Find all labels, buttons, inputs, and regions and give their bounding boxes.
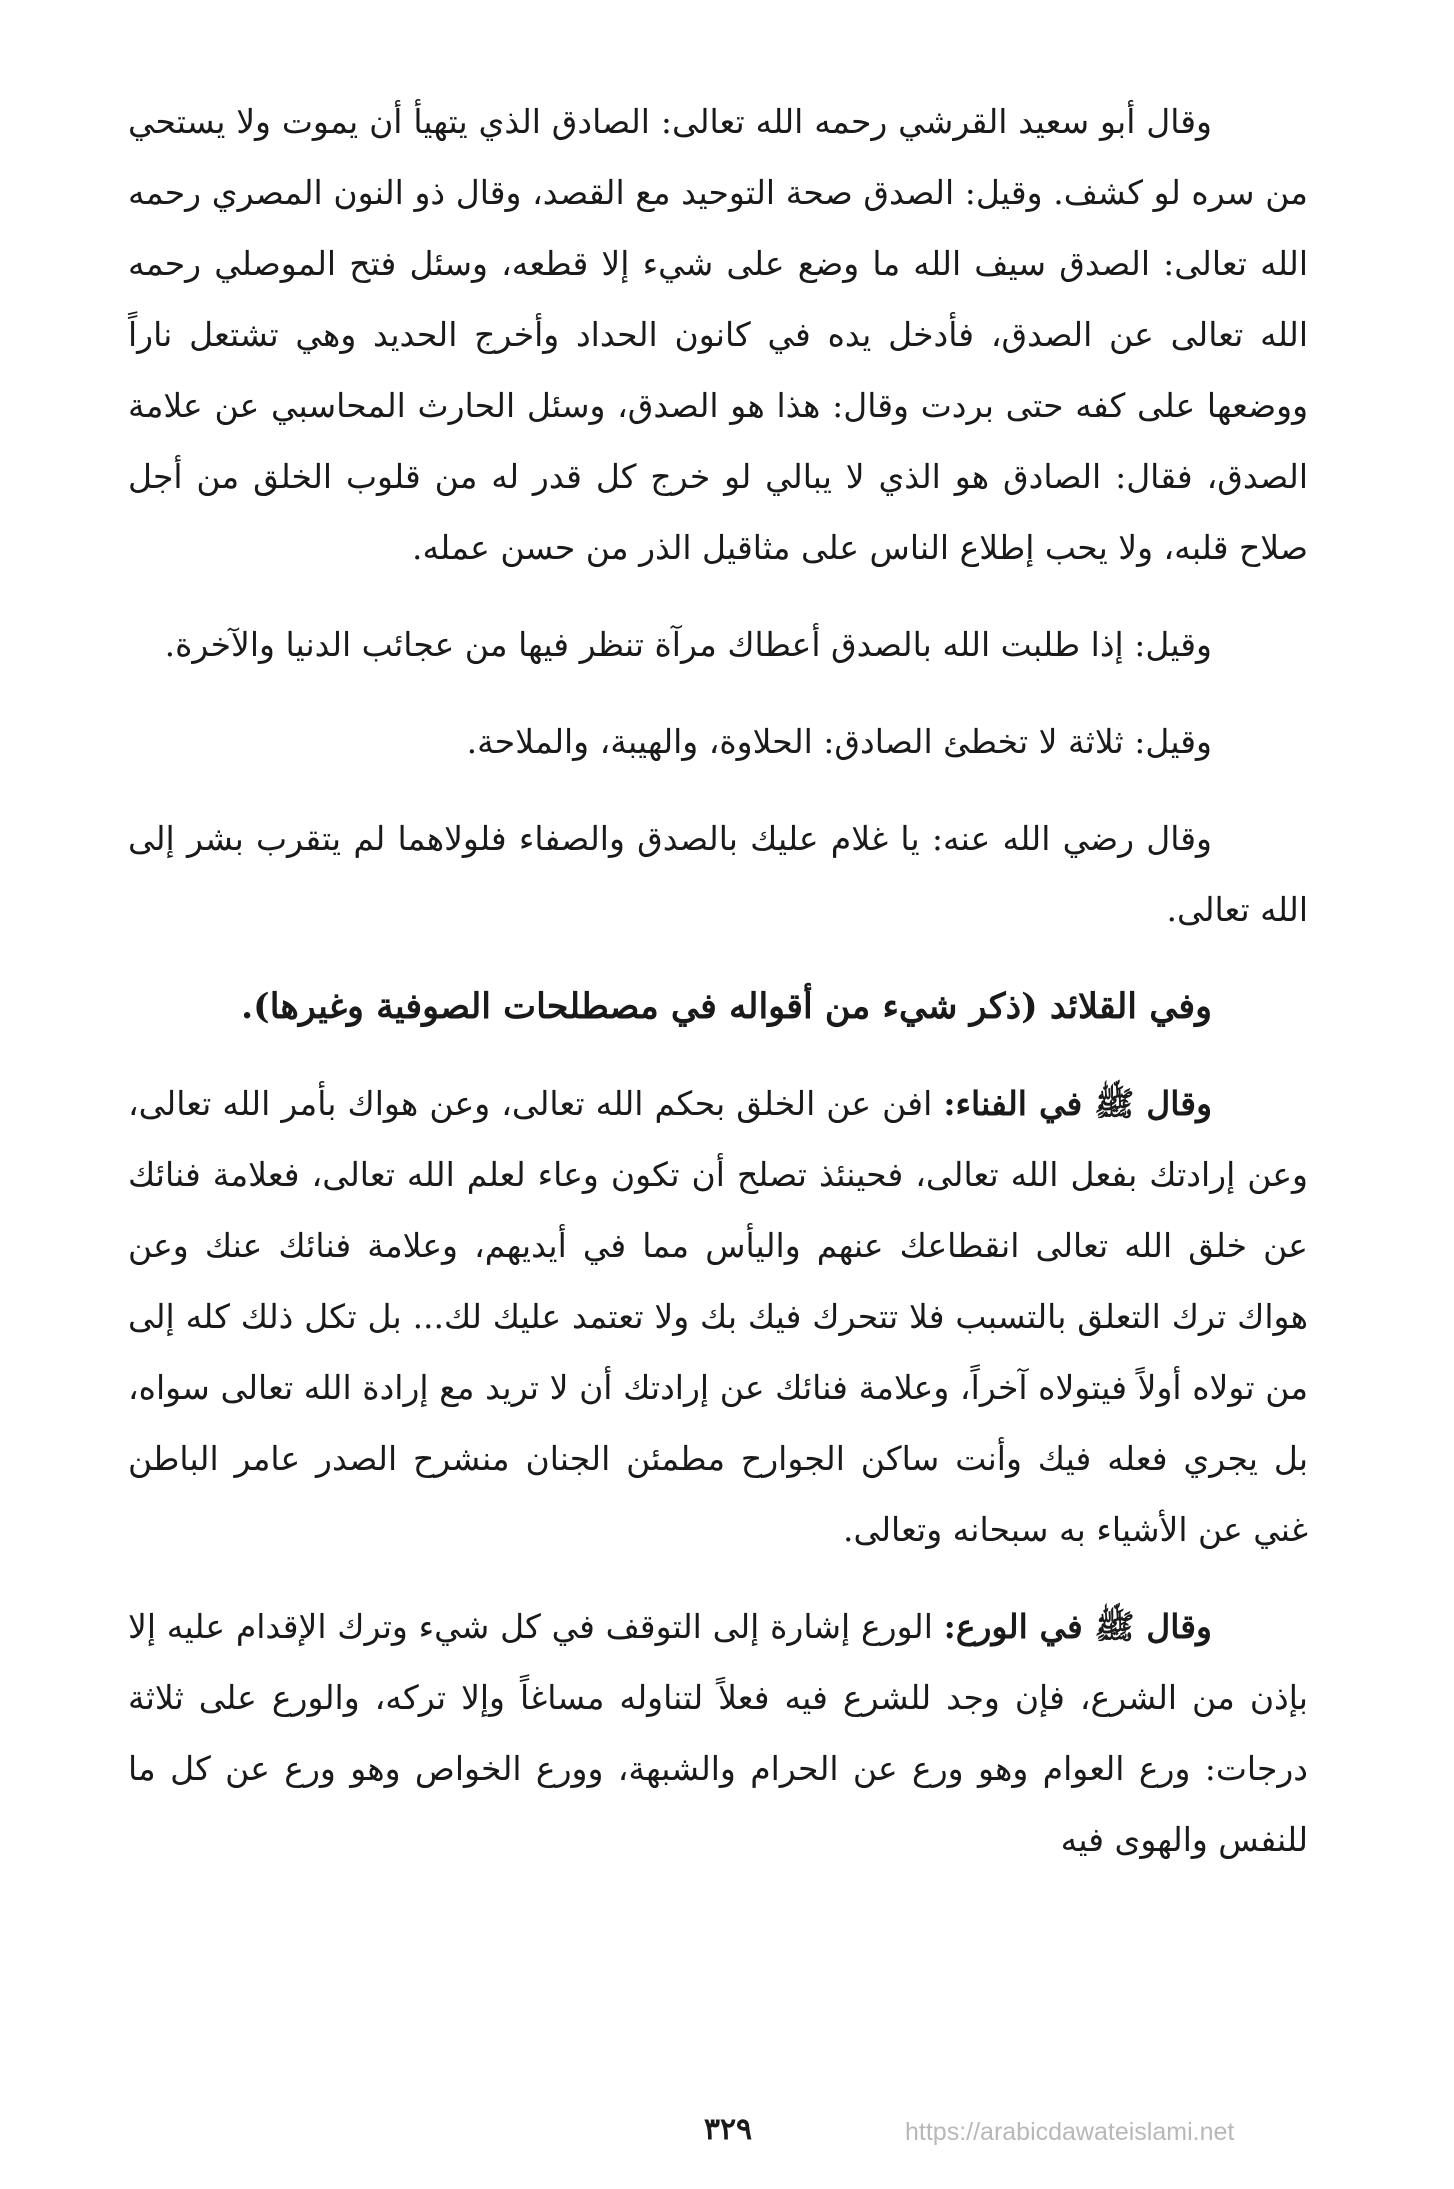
- text-column: [128, 86, 1308, 1901]
- watermark-url: https://arabicdawateislami.net: [905, 2118, 1235, 2146]
- paragraph-sadiq-definitions: وقال أبو سعيد القرشي رحمه الله تعالى: الصادق الذي يتهيأ أن يموت ولا يستحي من سره لو كشف. وقيل: الصدق صحة التوحيد مع القصد، وقال ذو النون المصري رحمه الله تعالى: الصدق سيف الله ما وضع على شيء إلا قطعه، وسئل فتح الموصلي رحمه الله تعالى عن الصدق، فأدخل يده في كانون الحداد وأخرج الحديد وهي تشتعل ناراً ووضعها على كفه حتى بردت وقال: هذا هو الصدق، وسئل الحارث المحاسبي عن علامة الصدق، فقال: الصادق هو الذي لا يبالي لو خرج كل قدر له من قلوب الخلق من أجل صلاح قلبه، ولا يحب إطلاع الناس على مثاقيل الذر من حسن عمله.: [128, 102, 1308, 567]
- fana-lead: وقال ﷺ في الفناء:: [943, 1084, 1213, 1123]
- wara-lead: وقال ﷺ في الورع:: [943, 1607, 1212, 1646]
- paragraph-three-qualities: وقيل: ثلاثة لا تخطئ الصادق: الحلاوة، والهيبة، والملاحة.: [466, 722, 1212, 761]
- paragraph-wara: [128, 1591, 1308, 1875]
- wara-text: الورع إشارة إلى التوقف في كل شيء وترك الإقدام عليه إلا بإذن من الشرع، فإن وجد للشرع فيه فعلاً لتناوله مساغاً وإلا تركه، والورع على ثلاثة درجات: ورع العوام وهو ورع عن الحرام والشبهة، وورع الخواص وهو ورع عن كل ما للنفس والهوى فيه: [128, 1607, 1308, 1859]
- paragraph-ghulam-saying: وقال رضي الله عنه: يا غلام عليك بالصدق والصفاء فلولاهما لم يتقرب بشر إلى الله تعالى.: [128, 819, 1308, 929]
- paragraph-mirror-saying: وقيل: إذا طلبت الله بالصدق أعطاك مرآة تنظر فيها من عجائب الدنيا والآخرة.: [164, 625, 1212, 664]
- page-number: ٣٢٩: [703, 2112, 753, 2147]
- page-footer: [0, 2112, 1454, 2162]
- section-heading: وفي القلائد (ذكر شيء من أقواله في مصطلحات الصوفية وغيرها).: [240, 986, 1212, 1027]
- fana-text: افن عن الخلق بحكم الله تعالى، وعن هواك بأمر الله تعالى، وعن إرادتك بفعل الله تعالى، فحينئذ تصلح أن تكون وعاء لعلم الله تعالى، فعلامة فنائك عن خلق الله تعالى انقطاعك عنهم واليأس مما في أيديهم، وعلامة فنائك عنك وعن هواك ترك التعلق بالتسبب فلا تتحرك فيك بك ولا تعتمد عليك لك... بل تكل ذلك كله إلى من تولاه أولاً فيتولاه آخراً، وعلامة فنائك عن إرادتك أن لا تريد مع إرادة الله تعالى سواه، بل يجري فعله فيك وأنت ساكن الجوارح مطمئن الجنان منشرح الصدر عامر الباطن غني عن الأشياء به سبحانه وتعالى.: [128, 1084, 1308, 1549]
- paragraph-fana: [128, 1068, 1308, 1565]
